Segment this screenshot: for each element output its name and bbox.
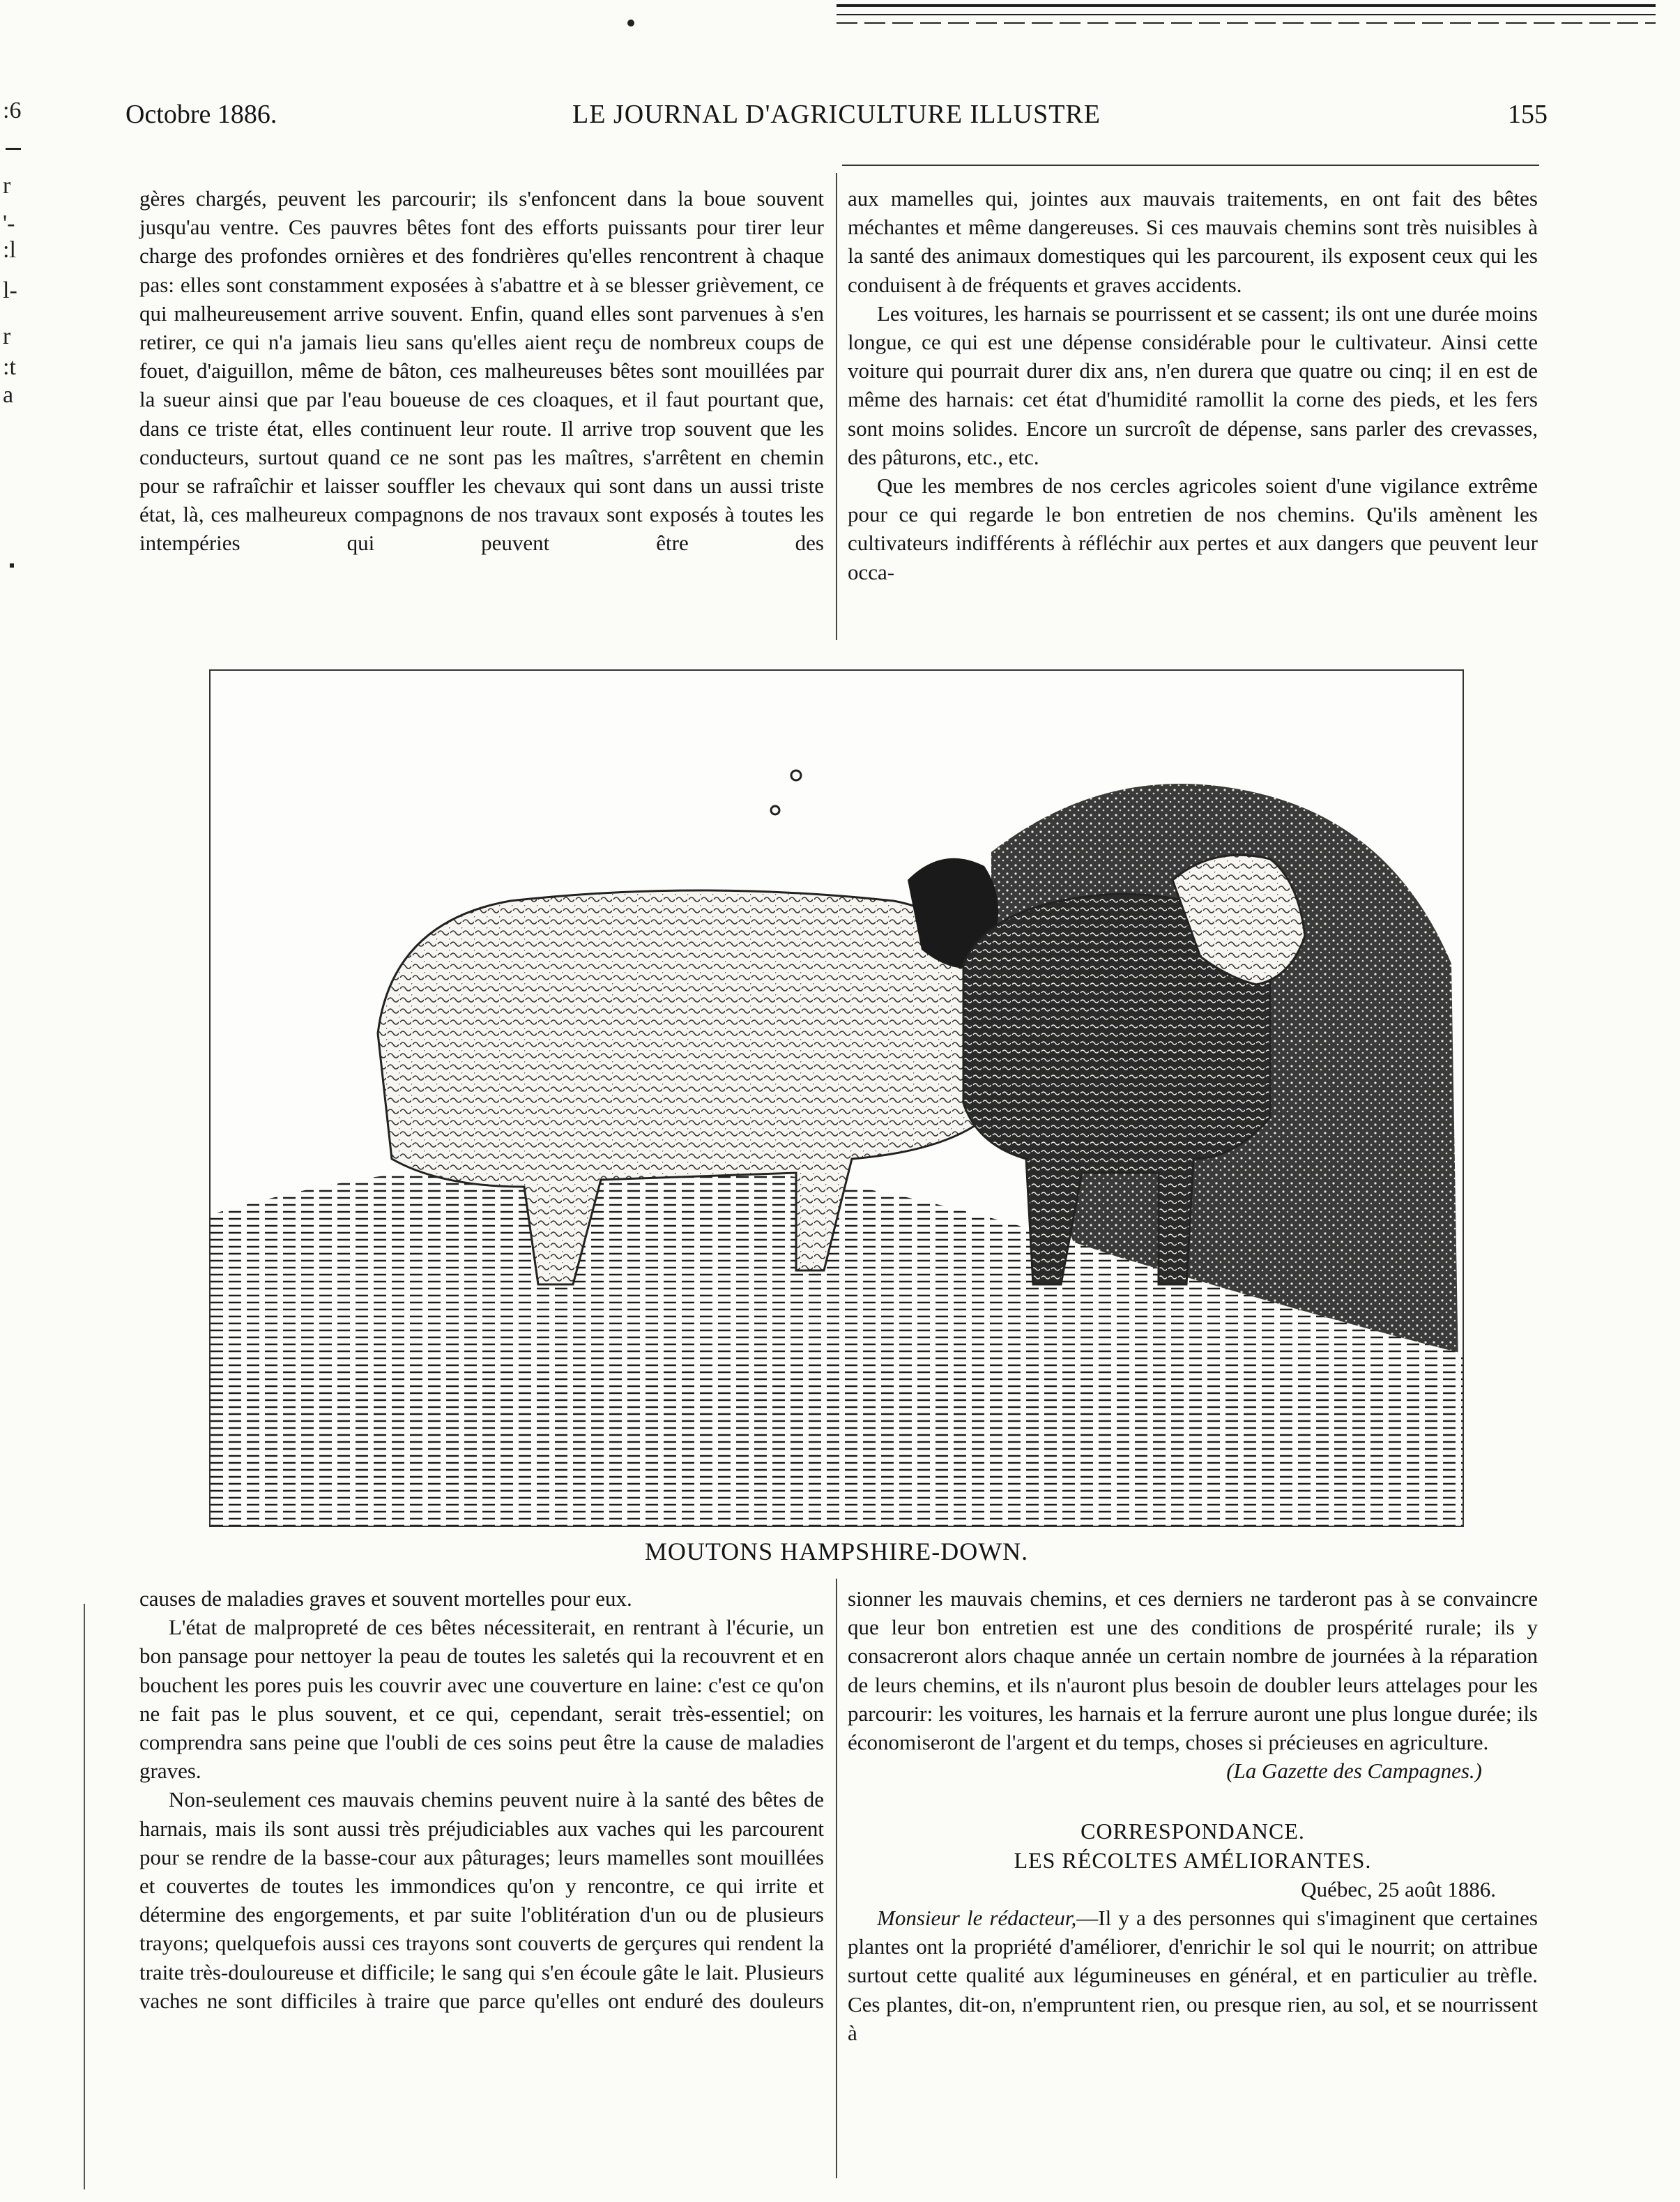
letter-body <box>848 1904 1538 2047</box>
margin-fragment: '- <box>3 211 15 236</box>
page-ornament <box>627 20 634 26</box>
margin-dot <box>10 563 14 568</box>
section-heading: CORRESPONDANCE. <box>1080 1818 1305 1844</box>
upper-left-column <box>139 184 824 558</box>
letter-text: —Il y a des personnes qui s'imaginent que certaines plantes ont la propriété d'améliorer, d'enrichir le sol qui le nourrit; on attribue surtout cette qualité aux légumineuses en général, et en particulier au trèfle. Ces plantes, dit-on, n'empruntent rien, ou presque rien, au sol, et se nourrissent à <box>848 1906 1538 2045</box>
paragraph: Non-seulement ces mauvais chemins peuvent nuire à la santé des bêtes de harnais, mais ils sont aussi très préjudiciables aux vaches qui les parcourent pour se rendre de la basse-cour aux pâturages; leurs mamelles sont mouillées et couvertes de toutes les immondices qu'on y rencontre, ce qui irrite et détermine des engorgements, et par suite l'oblitération d'un ou de plusieurs trayons; quelquefois aussi ces trayons sont couverts de gerçures qui rendent la traite très-douloureuse et difficile; le sang qui s'en écoule gâte le lait. Plusieurs vaches ne sont difficiles à traire que parce qu'elles ont enduré des douleurs <box>139 1787 824 2013</box>
source-credit: (La Gazette des Campagnes.) <box>1226 1759 1482 1784</box>
sheep-engraving <box>209 669 1464 1527</box>
paragraph: Que les membres de nos cercles agricoles soient d'une vigilance extrême pour ce qui regarde le bon entretien de nos chemins. Qu'ils amènent les cultivateurs indifférents à réfléchir aux pertes et aux dangers que peuvent leur occa- <box>848 473 1538 584</box>
paragraph: gères chargés, peuvent les parcourir; ils s'enfoncent dans la boue souvent jusqu'au ventre. Ces pauvres bêtes font des efforts puissants pour tirer leur charge des profondes ornières et des fondrières qu'elles rencontrent à chaque pas: elles sont constamment exposées à s'abattre et à se blesser grièvement, ce qui malheureusement arrive souvent. Enfin, quand elles sont parvenues à s'en retirer, ce qui n'a jamais lieu sans qu'elles aient reçu de nombreux coups de fouet, d'aiguillon, même de bâton, ces malheureuses bêtes sont mouillées par la sueur ainsi que par l'eau boueuse de ces cloaques, et il faut pourtant que, dans ce triste état, elles continuent leur route. Il arrive trop souvent que les conducteurs, surtout quand ce ne sont pas les maîtres, s'arrêtent en chemin pour se rafraîchir et laisser souffler les chevaux qui sont dans un aussi triste état, là, ces malheureux compagnons de nos travaux sont exposés à toutes les intempéries qui peuvent être des <box>139 186 824 556</box>
column-rule-upper <box>836 173 837 640</box>
salutation: Monsieur le rédacteur, <box>877 1906 1077 1931</box>
margin-fragment: r <box>3 324 11 349</box>
margin-fragment: l- <box>3 278 17 303</box>
article-title: LES RÉCOLTES AMÉLIORANTES. <box>1014 1847 1372 1873</box>
margin-fragment: :6 <box>3 98 22 123</box>
lower-left-column <box>139 1584 824 2015</box>
margin-dash <box>6 148 21 150</box>
margin-fragment: r <box>3 173 11 199</box>
paragraph: aux mamelles qui, jointes aux mauvais traitements, en ont fait des bêtes méchantes et même dangereuses. Si ces mauvais chemins sont très nuisibles à la santé des animaux domestiques qui les parcourent, ils exposent ceux qui les conduisent à de fréquents et graves accidents. <box>848 186 1538 297</box>
dateline: Québec, 25 août 1886. <box>1301 1876 1496 1901</box>
margin-fragment: :t <box>3 354 16 380</box>
engraving-svg <box>211 671 1464 1527</box>
margin-fragment: a <box>3 382 14 408</box>
paragraph: Les voitures, les harnais se pourrissent et se cassent; ils ont une durée moins longue, ce qui est une dépense considérable pour le cultivateur. Ainsi cette voiture qui pourrait durer dix ans, n'en durera que quatre ou cinq; il en est de même des harnais: cet état d'humidité ramollit la corne des pieds, et les fers sont moins solides. Encore un surcroît de dépense, sans parler des crevasses, des pâturons, etc., etc. <box>848 301 1538 469</box>
paragraph: sionner les mauvais chemins, et ces derniers ne tarderont pas à se convaincre que leur bon entretien est une des conditions de prospérité rurale; ils y consacreront alors chaque année un certain nombre de journées à la réparation de leurs chemins, et ils n'auront plus besoin de doubler leurs attelages pour les parcourir: les voitures, les harnais et la ferrure auront une plus longue durée; ils économiseront de l'argent et du temps, choses si précieuses en agriculture. <box>848 1586 1538 1755</box>
margin-fragment: :l <box>3 237 16 263</box>
page-number: 155 <box>1508 100 1548 129</box>
upper-right-column <box>848 184 1538 586</box>
top-rule-thick <box>837 4 1656 7</box>
issue-date: Octobre 1886. <box>125 100 277 129</box>
running-header <box>125 99 1548 134</box>
paragraph: causes de maladies graves et souvent mortelles pour eux. <box>139 1586 632 1611</box>
paragraph: L'état de malpropreté de ces bêtes nécessiterait, en rentrant à l'écurie, un bon pansage pour nettoyer la peau de toutes les saletés qui la recouvrent et en bouchent les pores puis les couvrir avec une couverture en laine: c'est ce qu'on ne fait pas le plus souvent, et ce qui, cependant, serait très-essentiel; on comprendra sans peine que l'oubli de ces soins peut être la cause de maladies graves. <box>139 1615 824 1784</box>
header-rule <box>842 165 1539 166</box>
top-rule-thin <box>837 14 1656 15</box>
journal-title: LE JOURNAL D'AGRICULTURE ILLUSTRE <box>572 100 1101 129</box>
left-page-edge <box>84 1604 85 2189</box>
spacer <box>848 1785 1538 1817</box>
lower-right-column <box>848 1584 1538 2047</box>
top-rule-dashed <box>837 22 1656 24</box>
column-rule-lower <box>836 1579 837 2178</box>
engraving-caption: MOUTONS HAMPSHIRE-DOWN. <box>644 1537 1029 1565</box>
